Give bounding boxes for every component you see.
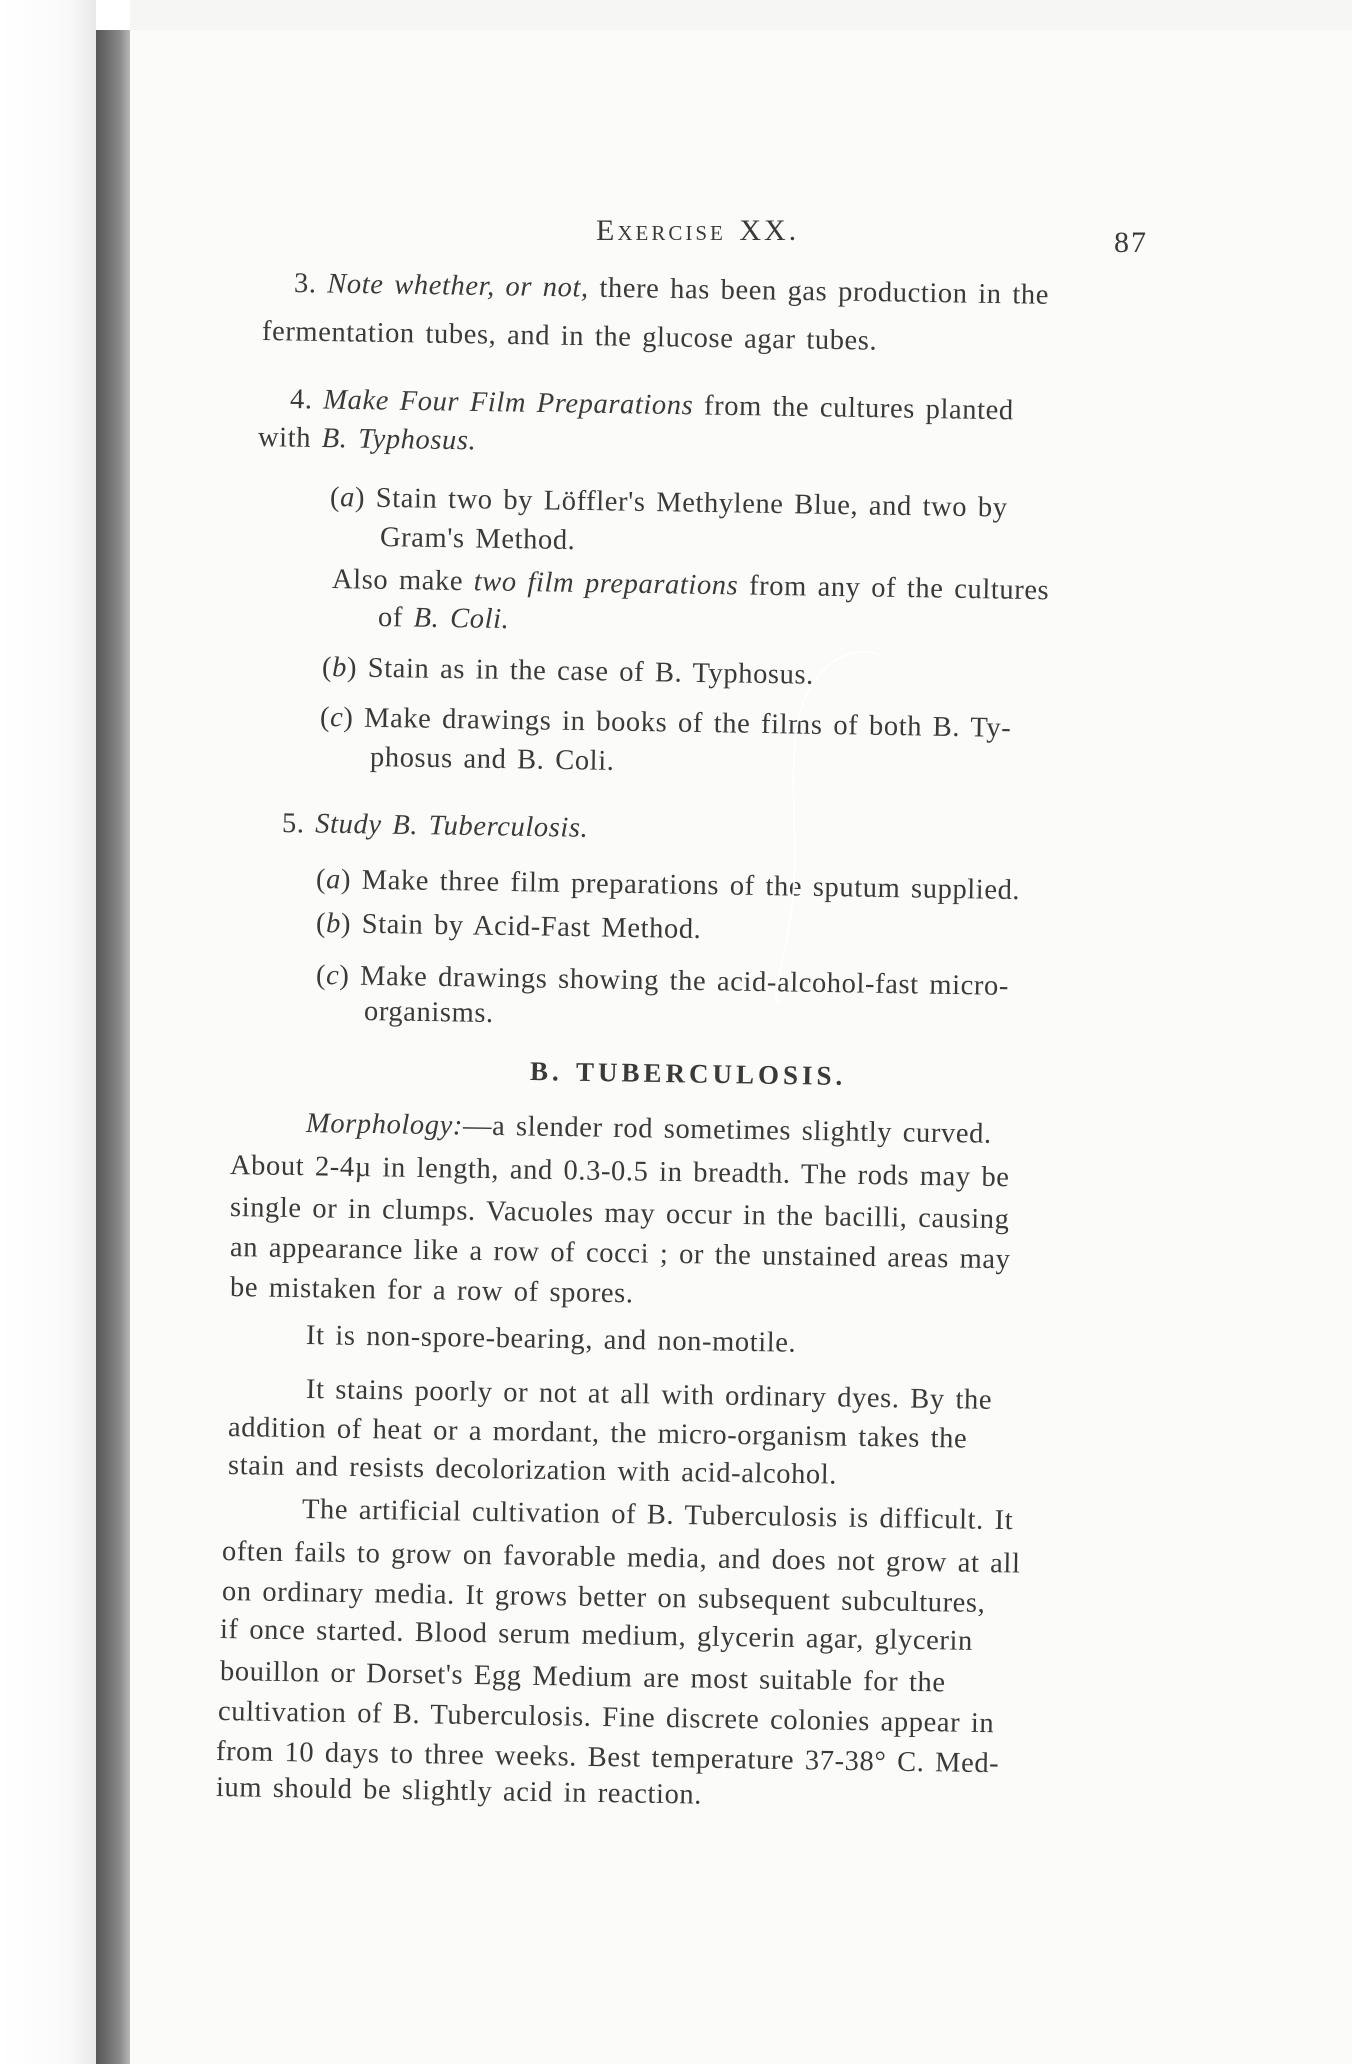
text-line: 3. Note whether, or not, there has been gas production in the bbox=[293, 268, 1050, 311]
text-line: Morphology:—a slender rod sometimes slightly curved. bbox=[305, 1108, 992, 1150]
text-line: stain and resists decolorization with acid-alcohol. bbox=[227, 1450, 838, 1491]
text-line: bouillon or Dorset's Egg Medium are most suitable for the bbox=[219, 1656, 946, 1699]
text-line: About 2-4µ in length, and 0.3-0.5 in breadth. The rods may be bbox=[229, 1150, 1010, 1194]
page-number: 87 bbox=[1114, 226, 1148, 259]
text-line: on ordinary media. It grows better on subsequent subcultures, bbox=[221, 1576, 986, 1619]
text-line: fermentation tubes, and in the glucose agar tubes. bbox=[261, 316, 878, 357]
text-line: 4. Make Four Film Preparations from the cultures planted bbox=[289, 384, 1014, 427]
text-line: cultivation of B. Tuberculosis. Fine discrete colonies appear in bbox=[217, 1696, 995, 1740]
text-line: The artificial cultivation of B. Tuberculosis is difficult. It bbox=[301, 1494, 1014, 1537]
text-line: with B. Typhosus. bbox=[257, 422, 477, 457]
book-gutter-shadow bbox=[96, 30, 130, 2064]
text-line: single or in clumps. Vacuoles may occur in the bacilli, causing bbox=[229, 1192, 1010, 1236]
text-line: It is non-spore-bearing, and non-motile. bbox=[305, 1320, 797, 1359]
text-line: Gram's Method. bbox=[379, 522, 576, 557]
text-line: an appearance like a row of cocci ; or the unstained areas may bbox=[229, 1232, 1011, 1276]
text-line: phosus and B. Coli. bbox=[369, 742, 615, 777]
section-heading: B. TUBERCULOSIS. bbox=[529, 1056, 847, 1091]
text-line: (b) Stain by Acid-Fast Method. bbox=[315, 908, 702, 946]
text-line: ium should be slightly acid in reaction. bbox=[215, 1772, 703, 1811]
text-line: from 10 days to three weeks. Best temperature 37-38° C. Med- bbox=[215, 1736, 1000, 1780]
gutter-top bbox=[96, 0, 130, 30]
text-line: addition of heat or a mordant, the micro-organism takes the bbox=[227, 1412, 968, 1455]
text-line: (b) Stain as in the case of B. Typhosus. bbox=[321, 652, 815, 691]
text-line: (a) Make three film preparations of the sputum supplied. bbox=[315, 864, 1021, 907]
text-line: It stains poorly or not at all with ordinary dyes. By the bbox=[305, 1374, 993, 1416]
text-line: 5. Study B. Tuberculosis. bbox=[281, 808, 589, 844]
text-line: organisms. bbox=[363, 996, 495, 1030]
text-line: (c) Make drawings showing the acid-alcohol-fast micro- bbox=[315, 960, 1010, 1002]
facing-page-edge bbox=[0, 0, 96, 2064]
text-line: if once started. Blood serum medium, glycerin agar, glycerin bbox=[219, 1614, 974, 1657]
running-head: Exercise XX. bbox=[596, 214, 800, 247]
text-line: be mistaken for a row of spores. bbox=[229, 1272, 634, 1310]
text-line: Also make two film preparations from any of the cultures bbox=[331, 564, 1050, 607]
text-line: (c) Make drawings in books of the films of both B. Ty- bbox=[319, 702, 1012, 744]
text-line: (a) Stain two by Löffler's Methylene Blue, and two by bbox=[329, 482, 1008, 524]
text-line: of B. Coli. bbox=[377, 602, 510, 636]
text-line: often fails to grow on favorable media, and does not grow at all bbox=[221, 1536, 1021, 1580]
